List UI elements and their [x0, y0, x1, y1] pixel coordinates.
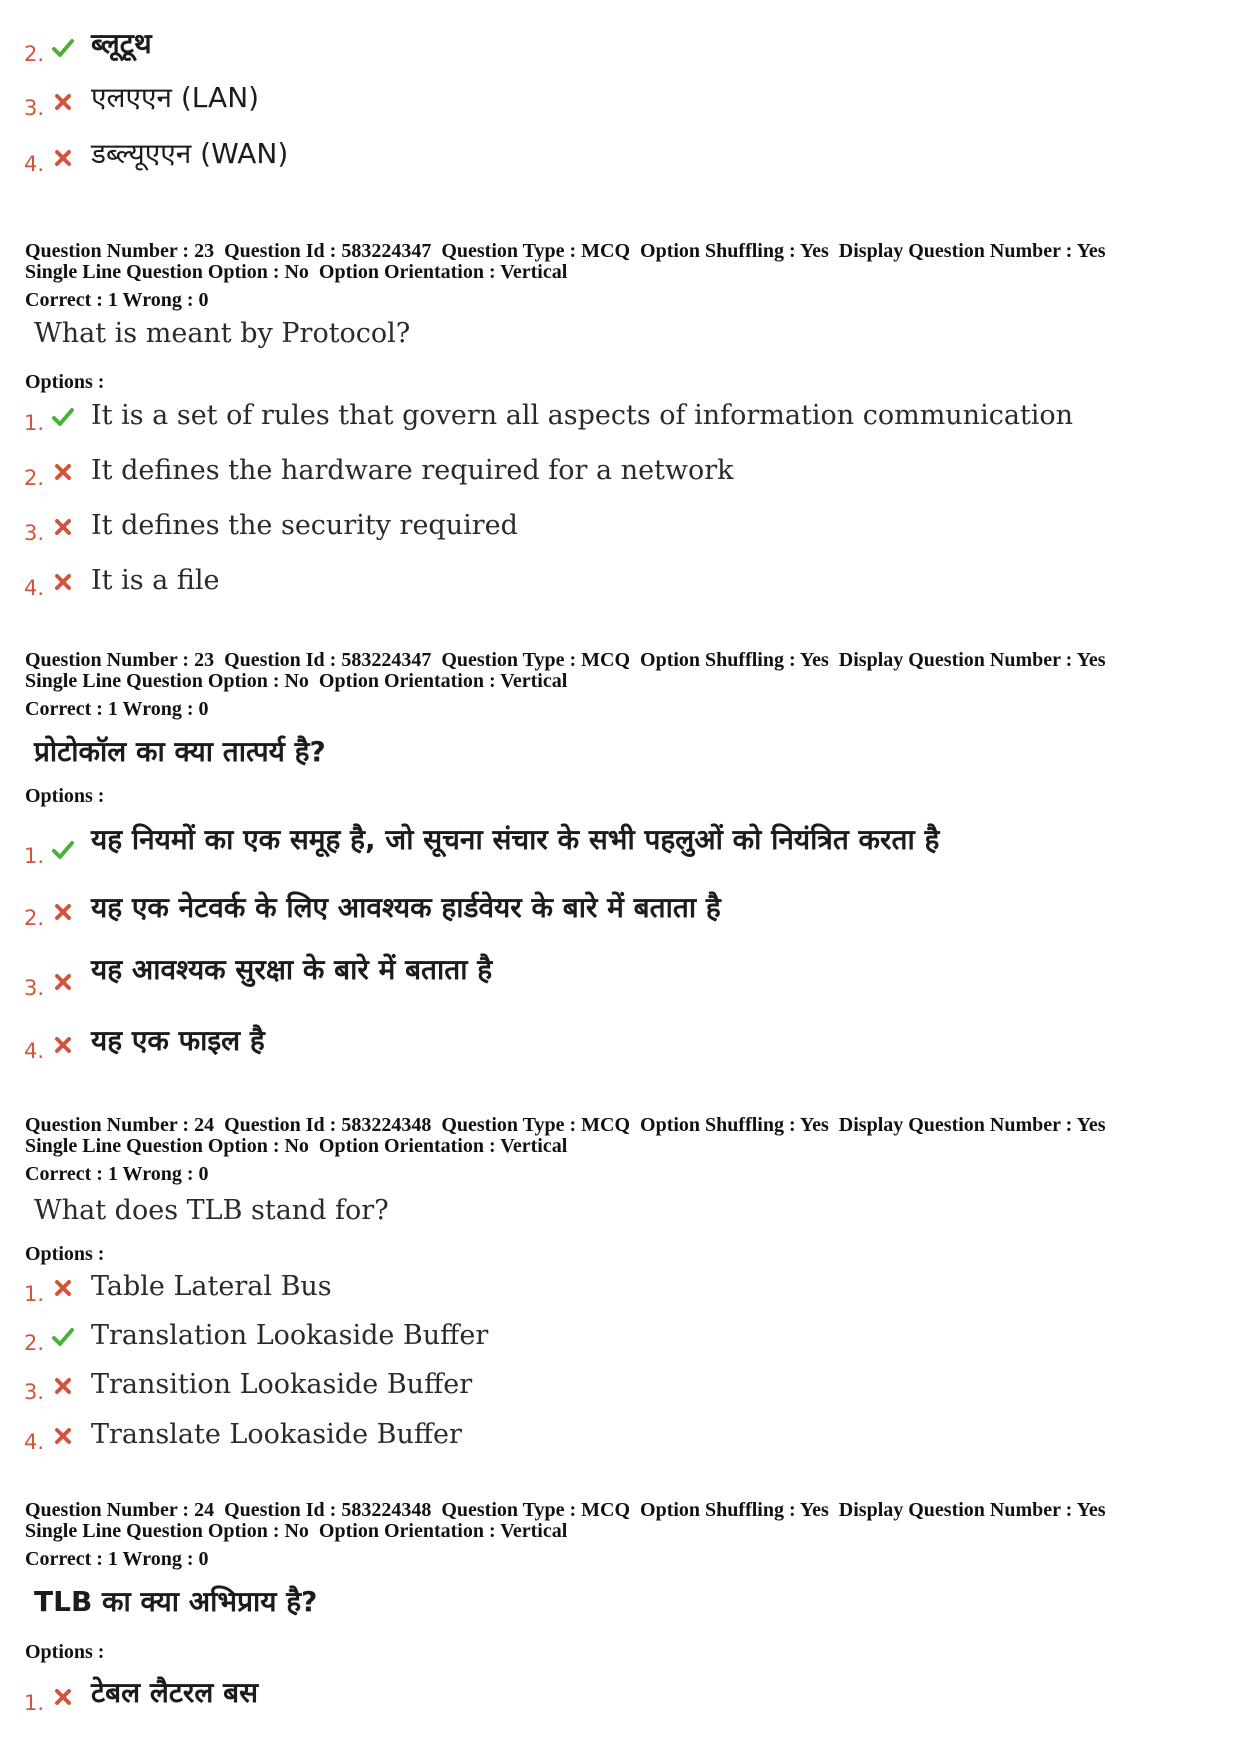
- check-icon: [51, 838, 75, 862]
- options-label: Options :: [25, 1641, 105, 1663]
- question-meta-line: Question Number : 24 Question Id : 583224348 Question Type : MCQ Option Shuffling : Yes Display Question Number : Yes: [25, 1499, 1106, 1521]
- option-row: [24, 892, 1214, 932]
- option-text: ब्लूटूथ: [91, 27, 152, 60]
- score-line: Correct : 1 Wrong : 0: [25, 698, 209, 720]
- option-number: 1.: [24, 411, 45, 435]
- option-row: [24, 397, 1214, 437]
- option-number: 3.: [24, 96, 45, 120]
- option-number: 4.: [24, 1430, 45, 1454]
- cross-icon: [51, 460, 75, 484]
- question-meta-line: Question Number : 24 Question Id : 583224348 Question Type : MCQ Option Shuffling : Yes Display Question Number : Yes: [25, 1114, 1106, 1136]
- cross-icon: [51, 1033, 75, 1057]
- option-row: [24, 507, 1214, 547]
- question-meta-line: Single Line Question Option : No Option Orientation : Vertical: [25, 261, 568, 283]
- cross-icon: [51, 1374, 75, 1398]
- option-row: [24, 28, 1214, 68]
- option-number: 1.: [24, 1691, 45, 1715]
- option-number: 3.: [24, 976, 45, 1000]
- option-text: Translate Lookaside Buffer: [91, 1419, 462, 1450]
- question-text: TLB का क्या अभिप्राय है?: [34, 1585, 318, 1618]
- options-label: Options :: [25, 785, 105, 807]
- option-row: [24, 138, 1214, 178]
- option-text: It defines the security required: [91, 510, 518, 541]
- check-icon: [51, 36, 75, 60]
- options-label: Options :: [25, 1243, 105, 1265]
- options-label: Options :: [25, 371, 105, 393]
- option-number: 1.: [24, 844, 45, 868]
- score-line: Correct : 1 Wrong : 0: [25, 1548, 209, 1570]
- cross-icon: [51, 90, 75, 114]
- cross-icon: [51, 515, 75, 539]
- question-meta-line: Question Number : 23 Question Id : 583224347 Question Type : MCQ Option Shuffling : Yes Display Question Number : Yes: [25, 649, 1106, 671]
- option-number: 3.: [24, 1380, 45, 1404]
- option-text: यह एक फाइल है: [91, 1024, 265, 1057]
- option-number: 2.: [24, 1331, 45, 1355]
- option-number: 1.: [24, 1282, 45, 1306]
- option-number: 4.: [24, 1039, 45, 1063]
- cross-icon: [51, 1276, 75, 1300]
- option-number: 2.: [24, 466, 45, 490]
- option-text: टेबल लैटरल बस: [91, 1676, 259, 1709]
- option-row: [24, 1268, 1214, 1308]
- option-number: 4.: [24, 576, 45, 600]
- question-meta-line: Single Line Question Option : No Option Orientation : Vertical: [25, 1520, 568, 1542]
- cross-icon: [51, 570, 75, 594]
- check-icon: [51, 1325, 75, 1349]
- question-meta: [25, 241, 1215, 283]
- question-meta-line: Single Line Question Option : No Option Orientation : Vertical: [25, 670, 568, 692]
- option-number: 4.: [24, 152, 45, 176]
- question-text: What does TLB stand for?: [34, 1195, 389, 1226]
- check-icon: [51, 405, 75, 429]
- question-meta: [25, 650, 1215, 692]
- question-text: प्रोटोकॉल का क्या तात्पर्य है?: [34, 735, 326, 768]
- option-row: [24, 1025, 1214, 1065]
- option-row: [24, 1677, 1214, 1717]
- question-meta: [25, 1115, 1215, 1157]
- option-text: एलएएन (LAN): [91, 81, 260, 114]
- score-line: Correct : 1 Wrong : 0: [25, 289, 209, 311]
- option-row: [24, 452, 1214, 492]
- cross-icon: [51, 970, 75, 994]
- option-row: [24, 953, 1214, 1002]
- option-row: [24, 1317, 1214, 1357]
- option-text: डब्ल्यूएएन (WAN): [91, 137, 289, 170]
- option-row: [24, 1366, 1214, 1406]
- option-row: [24, 823, 1214, 870]
- cross-icon: [51, 1685, 75, 1709]
- option-text: यह आवश्यक सुरक्षा के बारे में बताता है: [91, 953, 493, 986]
- option-row: [24, 1416, 1214, 1456]
- option-text: It defines the hardware required for a network: [91, 455, 734, 486]
- option-text: It is a file: [91, 565, 220, 596]
- option-text: Table Lateral Bus: [91, 1271, 332, 1302]
- option-text: Translation Lookaside Buffer: [91, 1320, 489, 1351]
- cross-icon: [51, 1424, 75, 1448]
- option-number: 2.: [24, 906, 45, 930]
- option-text: Transition Lookaside Buffer: [91, 1369, 473, 1400]
- option-row: [24, 562, 1214, 602]
- score-line: Correct : 1 Wrong : 0: [25, 1163, 209, 1185]
- option-row: [24, 82, 1214, 122]
- question-text: What is meant by Protocol?: [34, 318, 411, 349]
- option-text: It is a set of rules that govern all aspects of information communication: [91, 400, 1074, 431]
- option-text: यह एक नेटवर्क के लिए आवश्यक हार्डवेयर के बारे में बताता है: [91, 891, 721, 924]
- option-text: यह नियमों का एक समूह है, जो सूचना संचार के सभी पहलुओं को नियंत्रित करता है: [91, 823, 940, 856]
- option-number: 2.: [24, 42, 45, 66]
- option-number: 3.: [24, 521, 45, 545]
- question-meta: [25, 1500, 1215, 1542]
- question-meta-line: Question Number : 23 Question Id : 583224347 Question Type : MCQ Option Shuffling : Yes Display Question Number : Yes: [25, 240, 1106, 262]
- cross-icon: [51, 900, 75, 924]
- cross-icon: [51, 146, 75, 170]
- question-meta-line: Single Line Question Option : No Option Orientation : Vertical: [25, 1135, 568, 1157]
